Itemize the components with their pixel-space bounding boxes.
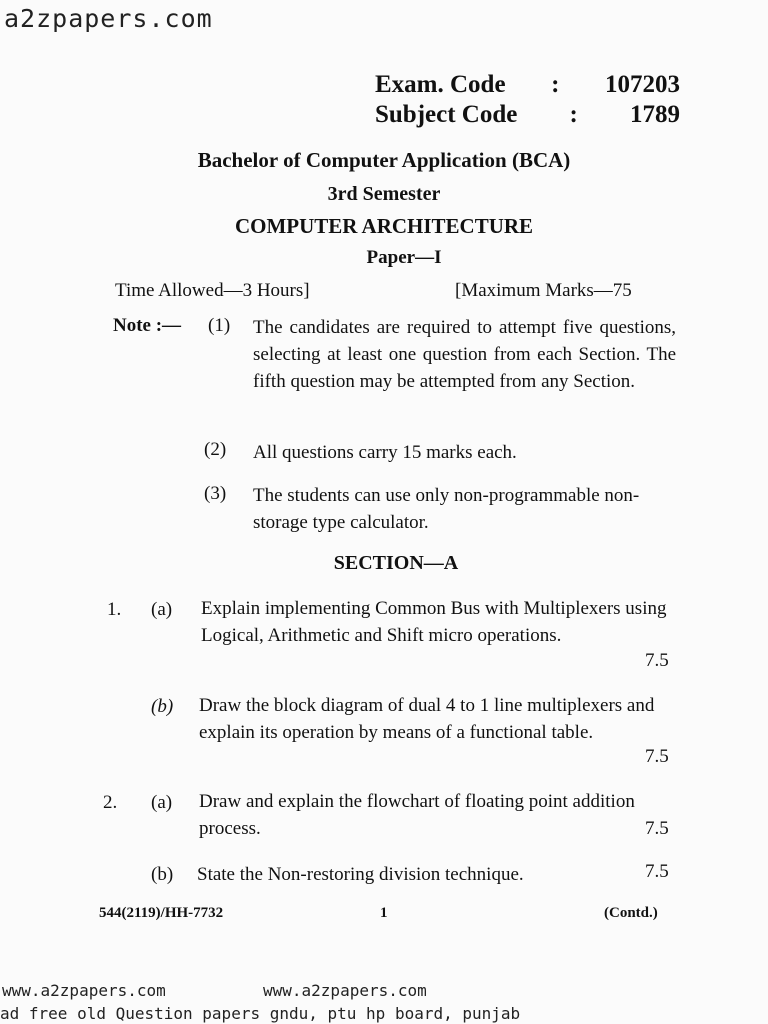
subject-code-separator: : [569, 101, 578, 128]
exam-code-separator: : [551, 71, 560, 98]
note-text: The students can use only non-programmable non-storage type calculator. [253, 485, 640, 533]
question-text: State the Non-restoring division technique. [197, 864, 524, 885]
paper-number: Paper—I [366, 247, 442, 268]
watermark-bottom-center: www.a2zpapers.com [263, 981, 427, 1000]
note-label: Note :— [113, 315, 182, 336]
subject-code-row [375, 100, 680, 130]
exam-code-value: 107203 [604, 71, 680, 98]
note-text: All questions carry 15 marks each. [253, 442, 517, 463]
question-marks: 7.5 [645, 818, 669, 839]
semester: 3rd Semester [327, 183, 441, 205]
watermark-top: a2zpapers.com [4, 4, 213, 33]
part-label: (b) [151, 696, 174, 717]
question-text: Explain implementing Common Bus with Multiplexers using Logical, Arithmetic and Shift micro operations. [201, 598, 667, 646]
question-marks: 7.5 [645, 746, 669, 767]
section-heading: SECTION—A [333, 552, 459, 574]
note-number: (2) [204, 439, 227, 460]
part-label: (a) [151, 599, 173, 620]
question-text: Draw and explain the flowchart of floating point addition process. [199, 791, 635, 839]
maximum-marks: [Maximum Marks—75 [455, 280, 632, 301]
exam-code-row [375, 70, 680, 100]
question-marks: 7.5 [645, 650, 669, 671]
code-block [375, 70, 680, 130]
subject-title: COMPUTER ARCHITECTURE [234, 214, 534, 238]
subject-code-label: Subject Code [375, 101, 518, 128]
footer-page-number: 1 [380, 905, 388, 921]
footer-paper-code: 544(2119)/HH-7732 [99, 905, 224, 921]
watermark-bottom-line: ad free old Question papers gndu, ptu hp board, punjab [0, 1004, 521, 1023]
footer-continued: (Contd.) [604, 905, 658, 921]
subject-code-value: 1789 [630, 101, 680, 128]
exam-code-label: Exam. Code [375, 71, 506, 98]
time-allowed: Time Allowed—3 Hours] [115, 280, 310, 301]
part-label: (b) [151, 864, 174, 885]
note-number: (1) [208, 315, 231, 336]
note-text: The candidates are required to attempt five questions, selecting at least one question from each Section. The fifth question may be attempted from any Section. [253, 317, 676, 392]
question-number: 2. [103, 792, 118, 813]
part-label: (a) [151, 792, 173, 813]
question-marks: 7.5 [645, 861, 669, 882]
question-text: Draw the block diagram of dual 4 to 1 line multiplexers and explain its operation by means of a functional table. [199, 695, 655, 743]
note-number: (3) [204, 483, 227, 504]
degree-title: Bachelor of Computer Application (BCA) [197, 148, 571, 172]
watermark-bottom-left: www.a2zpapers.com [2, 981, 166, 1000]
question-number: 1. [107, 599, 122, 620]
